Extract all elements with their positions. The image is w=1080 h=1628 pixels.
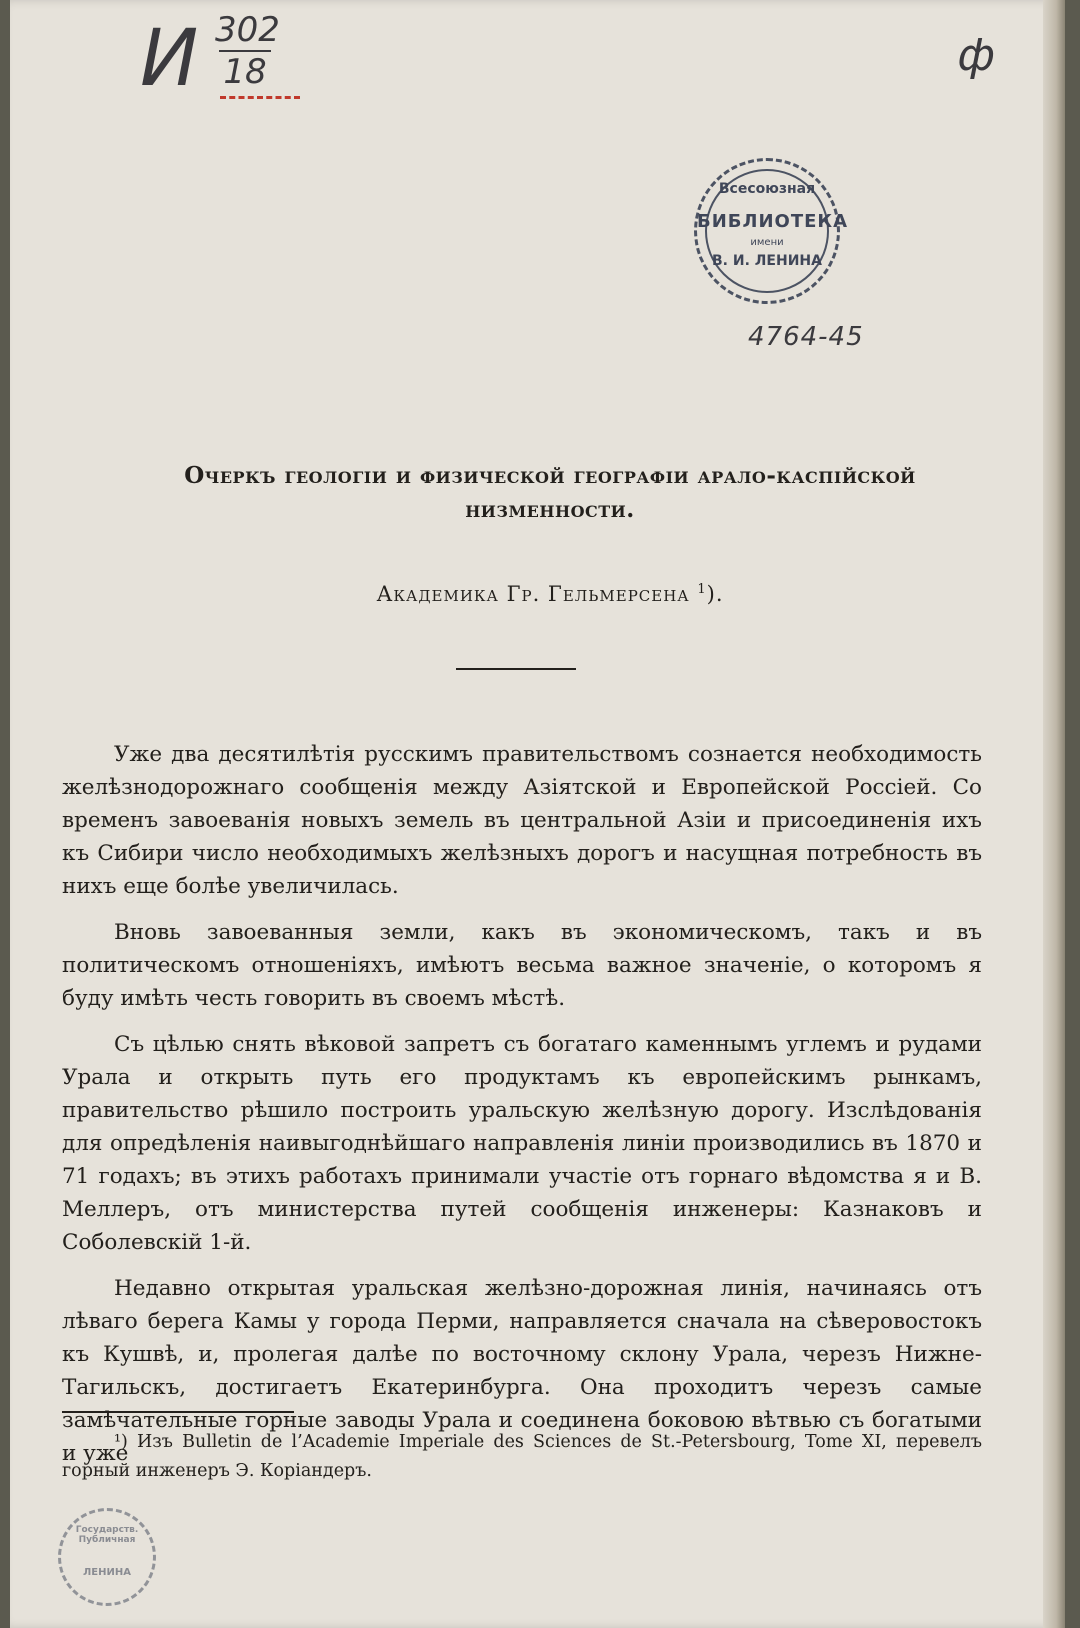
library-stamp [694,158,849,304]
document-title-line-1: Очеркъ геологіи и физической географіи арало-каспійской [184,462,916,489]
shelf-mark-bottom: 18 [223,52,267,92]
page-edge [1043,0,1065,1628]
small-stamp-line-2: ЛЕНИНА [83,1567,131,1578]
footnote-text: ¹) Изъ Bulletin de l’Academie Imperiale des Sciences de St.-Petersbourg, Tome XI, перевелъ горный инженеръ Э. Коріандеръ. [62,1432,982,1481]
paragraph: Уже два десятилѣтія русскимъ правительствомъ сознается необходимость желѣзнодорожнаго сообщенія между Азіятской и Европейской Россіей. Со временъ завоеванія новыхъ земель въ центральной Азіи и присоединенія ихъ къ Сибири число необходимыхъ желѣзныхъ дорогъ и насущная потребность въ нихъ еще болѣе увеличилась. [62,742,982,899]
shelf-mark-top: 302 [215,10,280,50]
red-pencil-mark [220,96,300,99]
footnote [62,1428,982,1486]
accession-number: 4764-45 [748,322,864,352]
author-tail: ). [706,582,724,606]
shelf-mark-fraction [215,10,280,92]
stamp-line-3: имени [750,237,784,248]
paragraph: Недавно открытая уральская желѣзно-дорожная линія, начинаясь отъ лѣваго берега Камы у города Перми, направляется сначала на сѣверовостокъ къ Кушвѣ, и, пролегая далѣе по восточному склону Урала, черезъ Нижне-Тагильскъ, достигаетъ Екатеринбурга. Она проходитъ черезъ самые замѣчательные горные заводы Урала и соединена боковою вѣтвью съ богатыми и уже [62,1276,982,1466]
document-page [10,0,1065,1628]
paragraph: Вновь завоеванныя земли, какъ въ экономическомъ, такъ и въ политическомъ отношеніяхъ, имѣютъ весьма важное значеніе, о которомъ я буду имѣть честь говорить въ своемъ мѣстѣ. [62,920,982,1011]
paragraph: Съ цѣлью снять вѣковой запретъ съ богатаго каменнымъ углемъ и рудами Урала и открыть путь его продуктамъ къ европейскимъ рынкамъ, правительство рѣшило построить уральскую желѣзную дорогу. Изслѣдованія для опредѣленія наивыгоднѣйшаго направленія линіи производились въ 1870 и 71 годахъ; въ этихъ работахъ принимали участіе отъ горнаго вѣдомства я и В. Меллеръ, отъ министерства путей сообщенія инженеры: Казнаковъ и Соболевскій 1-й. [62,1032,982,1255]
author-name: Академика Гр. Гельмерсена [376,582,690,606]
document-title-line-2: низменности. [465,496,635,523]
corner-mark: ф [957,30,995,81]
body-text [62,738,982,1483]
shelf-mark-letter: И [140,14,199,104]
author-footnote-ref: 1 [697,582,707,597]
footnote-divider [62,1411,294,1413]
title-divider [456,668,576,670]
stamp-line-4: В. И. ЛЕНИНА [712,253,822,269]
small-library-stamp [58,1508,156,1606]
small-stamp-line-1: Государств. Публичная [75,1525,139,1545]
author-line [50,582,1050,606]
stamp-line-2: БИБЛИОТЕКА [697,211,849,232]
stamp-line-1: Всесоюзная [718,181,816,197]
